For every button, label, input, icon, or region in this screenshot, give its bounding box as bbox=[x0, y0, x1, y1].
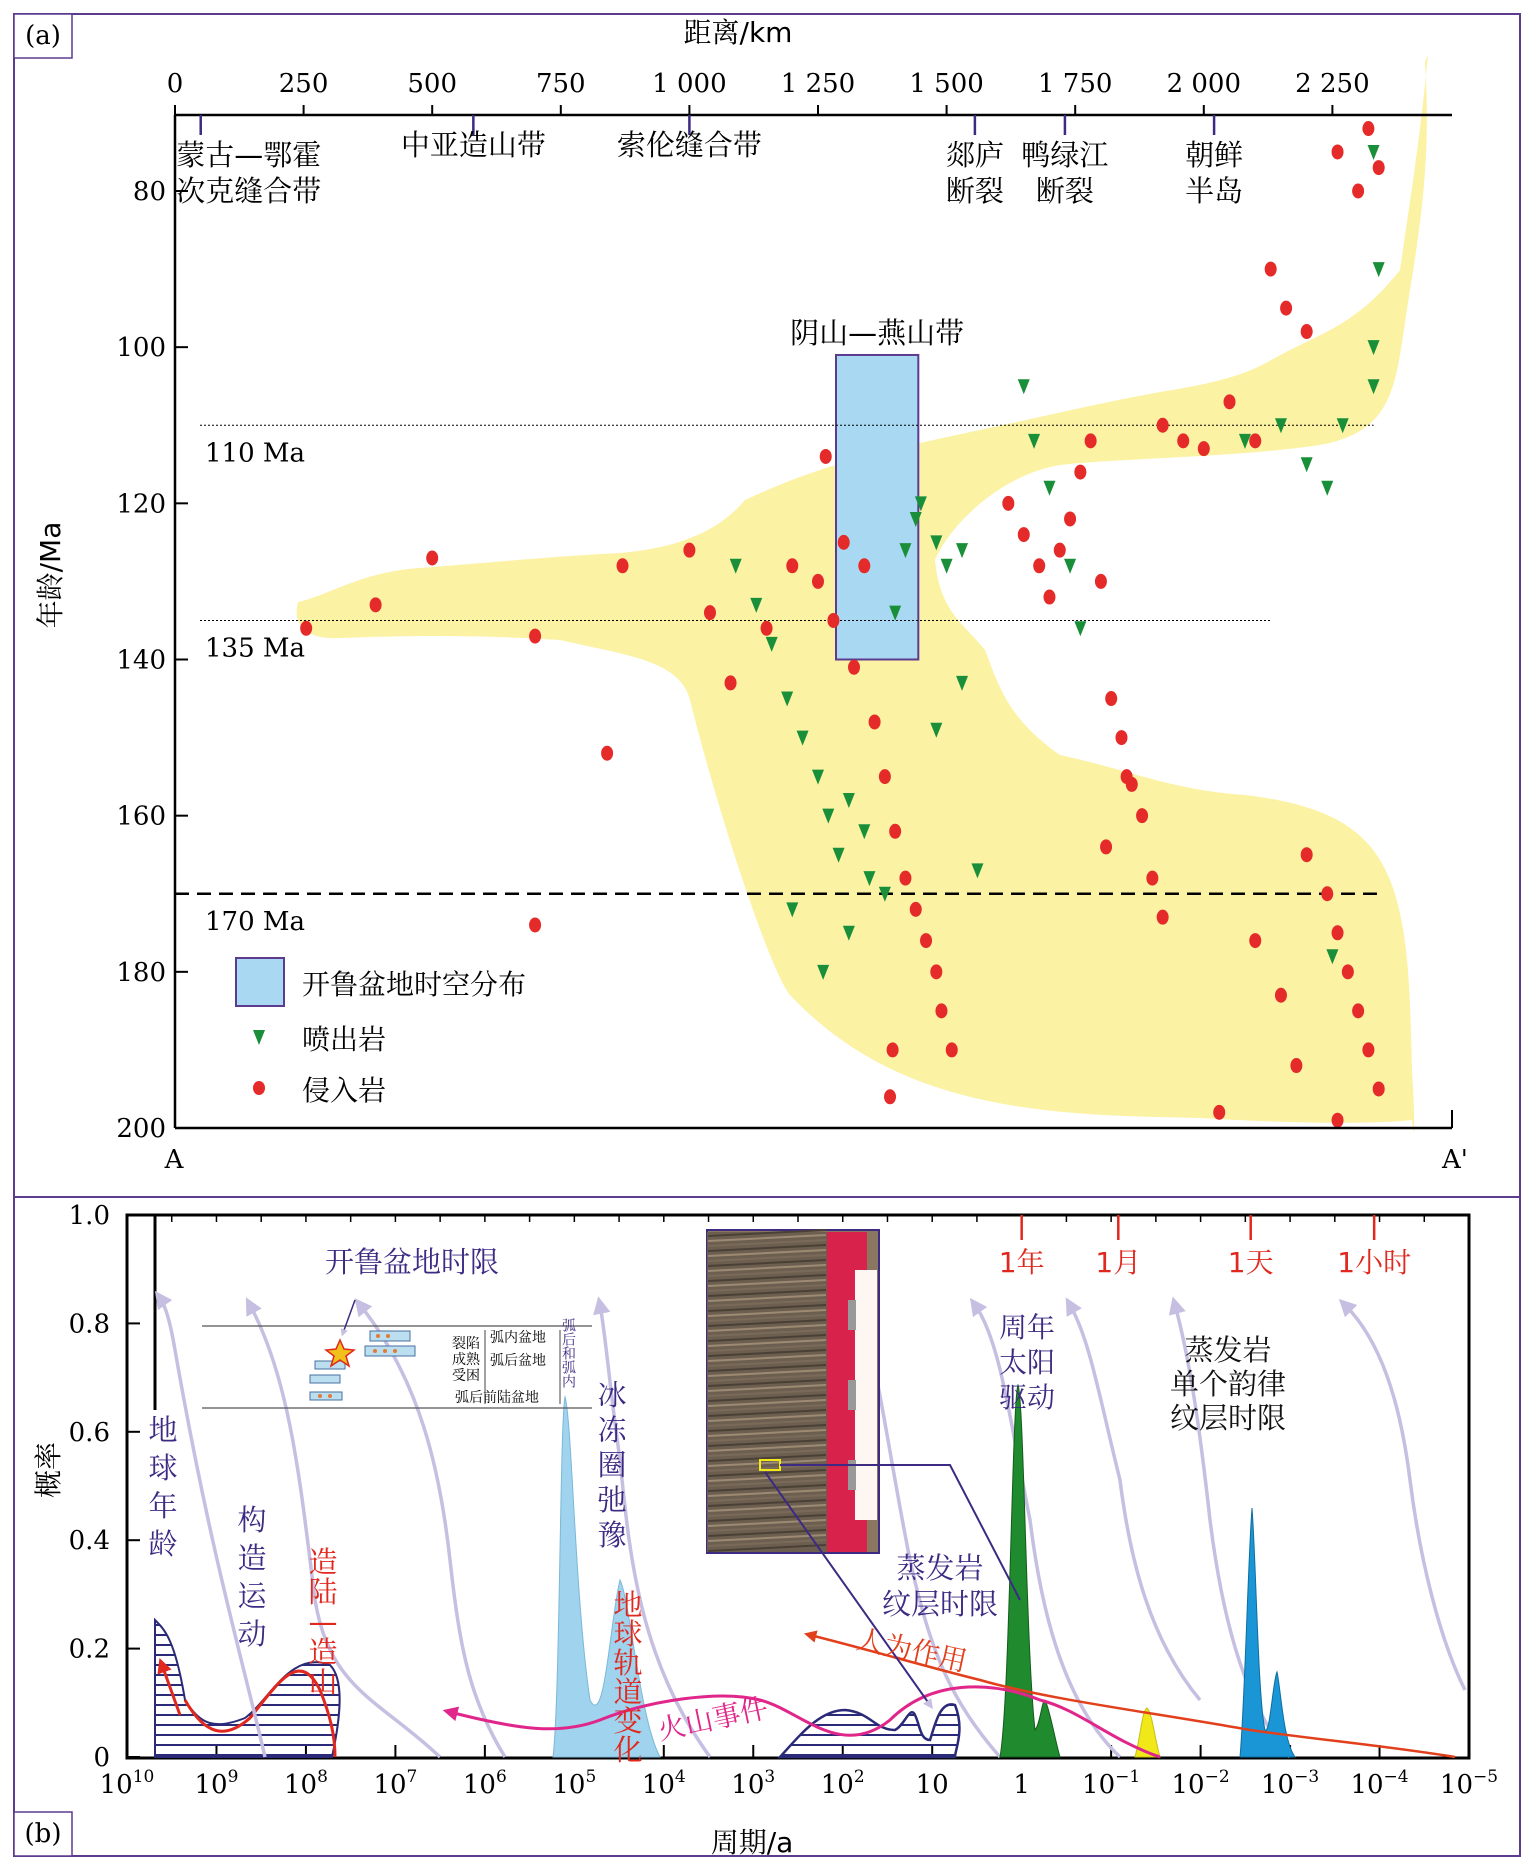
time-mark-label: 1年 bbox=[998, 1246, 1045, 1279]
b-y-tick-label: 0 bbox=[93, 1743, 110, 1773]
b-x-tick-label: $10^{10}$ bbox=[99, 1767, 155, 1800]
intrusive-point bbox=[827, 613, 839, 628]
intrusive-point bbox=[910, 902, 922, 917]
intrusive-point bbox=[529, 917, 541, 932]
basin-inset-trapped: 受困 bbox=[452, 1368, 480, 1384]
intrusive-point bbox=[1177, 433, 1189, 448]
tectonic-marker-label: 索伦缝合带 bbox=[616, 128, 762, 162]
intrusive-point bbox=[1074, 465, 1086, 480]
reference-line-label: 170 Ma bbox=[205, 906, 306, 937]
orbital-label: 轨 bbox=[613, 1646, 643, 1680]
basin-inset-back-arc: 弧后盆地 bbox=[490, 1353, 546, 1369]
intrusive-point bbox=[426, 550, 438, 565]
intrusive-point bbox=[1121, 769, 1133, 784]
intrusive-point bbox=[1064, 511, 1076, 526]
tectonic-label: 造 bbox=[237, 1541, 267, 1575]
intrusive-point bbox=[1373, 1081, 1385, 1096]
cryosphere-label: 冰 bbox=[597, 1378, 627, 1412]
tectonic-marker-label: 断裂 bbox=[945, 174, 1004, 208]
intrusive-point bbox=[370, 597, 382, 612]
reference-line-label: 110 Ma bbox=[205, 438, 306, 469]
intrusive-point bbox=[683, 543, 695, 558]
b-x-tick-label: $10^3$ bbox=[731, 1767, 776, 1800]
annual-solar-label: 周年 bbox=[998, 1311, 1056, 1344]
intrusive-point bbox=[1332, 144, 1344, 159]
b-y-tick-label: 0.2 bbox=[68, 1634, 110, 1665]
intrusive-point bbox=[899, 871, 911, 886]
intrusive-point bbox=[1033, 558, 1045, 573]
intrusive-point bbox=[884, 1089, 896, 1104]
tectonic-marker-label: 朝鲜 bbox=[1185, 138, 1244, 172]
b-x-tick-label: $10^7$ bbox=[373, 1767, 418, 1800]
intrusive-point bbox=[1213, 1105, 1225, 1120]
intrusive-point bbox=[848, 660, 860, 675]
intrusive-point bbox=[1301, 847, 1313, 862]
orogeny-label: 造 bbox=[308, 1635, 338, 1669]
orbital-label: 地 bbox=[613, 1588, 643, 1622]
cryosphere-label: 圈 bbox=[597, 1448, 627, 1482]
tectonic-marker-label: 鸭绿江 bbox=[1021, 138, 1109, 172]
orogeny-label: 陆 bbox=[308, 1575, 338, 1609]
intrusive-point bbox=[1018, 527, 1030, 542]
intrusive-point bbox=[930, 964, 942, 979]
annual-solar-label: 驱动 bbox=[998, 1381, 1056, 1414]
intrusive-point bbox=[812, 574, 824, 589]
orbital-label: 变 bbox=[613, 1704, 643, 1738]
evaporite-single-label: 纹层时限 bbox=[1169, 1401, 1287, 1435]
x-tick-label: 1 750 bbox=[1037, 69, 1113, 99]
intrusive-point bbox=[1332, 925, 1344, 940]
x-tick-label: 250 bbox=[278, 69, 329, 99]
intrusive-point bbox=[1301, 324, 1313, 339]
y-tick-label: 180 bbox=[116, 957, 166, 988]
b-y-tick-label: 0.8 bbox=[68, 1309, 110, 1340]
intrusive-point bbox=[1352, 184, 1364, 199]
panel-a-label: (a) bbox=[25, 21, 61, 51]
b-x-tick-label: $10^{-2}$ bbox=[1171, 1767, 1230, 1800]
intrusive-point bbox=[1002, 496, 1014, 511]
intrusive-point bbox=[1136, 808, 1148, 823]
yinshan-yanshan-label: 阴山—燕山带 bbox=[790, 315, 965, 350]
intrusive-point bbox=[1095, 574, 1107, 589]
b-x-tick-label: $10^{-5}$ bbox=[1439, 1767, 1499, 1800]
intrusive-point bbox=[889, 824, 901, 839]
x-tick-label: 1 500 bbox=[909, 69, 984, 99]
earth-age-label: 年 bbox=[148, 1489, 178, 1523]
basin-inset-rift: 裂陷 bbox=[452, 1336, 480, 1352]
reference-line-label: 135 Ma bbox=[205, 633, 306, 664]
intrusive-point bbox=[838, 535, 850, 550]
x-tick-label: 500 bbox=[407, 69, 458, 99]
x-tick-label: 0 bbox=[166, 69, 184, 99]
volcanic-label: 火山事件 bbox=[654, 1691, 772, 1747]
intrusive-point bbox=[887, 1042, 899, 1057]
legend-intrusive-label: 侵入岩 bbox=[302, 1074, 387, 1107]
intrusive-point bbox=[1249, 433, 1261, 448]
intrusive-point bbox=[1105, 691, 1117, 706]
legend-basin-swatch bbox=[236, 958, 284, 1006]
cryosphere-label: 弛 bbox=[597, 1483, 627, 1517]
intrusive-point bbox=[601, 746, 613, 761]
orbital-label: 道 bbox=[613, 1675, 643, 1709]
human-label: 人为作用 bbox=[853, 1622, 970, 1679]
x-tick-label: 1 250 bbox=[780, 69, 856, 99]
annual-solar-label: 太阳 bbox=[998, 1346, 1056, 1379]
intrusive-point bbox=[1157, 418, 1169, 433]
evaporite-lamina-label: 蒸发岩 bbox=[896, 1551, 984, 1585]
tectonic-marker-label: 半岛 bbox=[1185, 174, 1244, 208]
intrusive-point bbox=[725, 675, 737, 690]
earth-age-label: 龄 bbox=[148, 1527, 178, 1561]
basin-inset-foreland: 弧后前陆盆地 bbox=[455, 1390, 539, 1406]
intrusive-point bbox=[879, 769, 891, 784]
x-tick-label: 2 250 bbox=[1295, 69, 1370, 99]
b-x-tick-label: $10^6$ bbox=[462, 1767, 507, 1800]
evaporite-lamina-label: 纹层时限 bbox=[881, 1587, 999, 1621]
b-x-tick-label: 1 bbox=[1013, 1770, 1030, 1800]
intrusive-point bbox=[1321, 886, 1333, 901]
time-mark-label: 1小时 bbox=[1337, 1246, 1412, 1279]
b-y-tick-label: 1.0 bbox=[68, 1201, 110, 1231]
basin-inset-backarc-intra: 弧后和弧内 bbox=[560, 1318, 576, 1388]
intrusive-point bbox=[704, 605, 716, 620]
intrusive-point bbox=[946, 1042, 958, 1057]
y-tick-label: 160 bbox=[116, 801, 166, 832]
intrusive-point bbox=[1157, 910, 1169, 925]
intrusive-point bbox=[1373, 160, 1385, 175]
tectonic-marker-label: 蒙古—鄂霍 bbox=[176, 138, 322, 172]
kailu-limit-label: 开鲁盆地时限 bbox=[325, 1245, 500, 1279]
intrusive-point bbox=[1224, 394, 1236, 409]
tectonic-label: 动 bbox=[237, 1617, 267, 1651]
evaporite-single-label: 单个韵律 bbox=[1169, 1367, 1287, 1401]
y-tick-label: 140 bbox=[116, 645, 166, 676]
intrusive-point bbox=[1290, 1058, 1302, 1073]
intrusive-point bbox=[1342, 964, 1354, 979]
b-y-tick-label: 0.4 bbox=[68, 1526, 110, 1557]
intrusive-point bbox=[617, 558, 629, 573]
intrusive-point bbox=[935, 1003, 947, 1018]
earth-age-label: 球 bbox=[148, 1451, 178, 1485]
cryosphere-label: 豫 bbox=[597, 1518, 627, 1552]
orbital-label: 球 bbox=[613, 1617, 643, 1651]
intrusive-point bbox=[1275, 988, 1287, 1003]
y-axis-title: 年龄/Ma bbox=[34, 521, 67, 629]
intrusive-point bbox=[858, 558, 870, 573]
cryosphere-label: 冻 bbox=[597, 1413, 627, 1447]
time-mark-label: 1月 bbox=[1095, 1246, 1142, 1279]
intrusive-point bbox=[1198, 441, 1210, 456]
endpoint-a: A bbox=[164, 1145, 184, 1175]
x-axis-title: 距离/km bbox=[683, 16, 793, 49]
intrusive-point bbox=[1249, 933, 1261, 948]
intrusive-point bbox=[1115, 730, 1127, 745]
tectonic-marker-label: 次克缝合带 bbox=[176, 174, 322, 208]
orogeny-label: — bbox=[308, 1605, 338, 1639]
intrusive-point bbox=[920, 933, 932, 948]
intrusive-point bbox=[1332, 1113, 1344, 1128]
intrusive-point bbox=[869, 714, 881, 729]
y-tick-label: 80 bbox=[132, 177, 166, 207]
b-x-tick-label: $10^2$ bbox=[820, 1767, 865, 1800]
intrusive-point bbox=[1100, 839, 1112, 854]
b-x-axis-title: 周期/a bbox=[710, 1826, 794, 1859]
x-tick-label: 2 000 bbox=[1166, 69, 1242, 99]
intrusive-point bbox=[761, 621, 773, 636]
orogeny-label: 造 bbox=[308, 1545, 338, 1579]
tectonic-marker-label: 断裂 bbox=[1035, 174, 1094, 208]
b-x-tick-label: 10 bbox=[915, 1770, 949, 1800]
basin-inset-mature: 成熟 bbox=[452, 1352, 480, 1368]
intrusive-point bbox=[820, 449, 832, 464]
b-x-tick-label: $10^{-3}$ bbox=[1260, 1767, 1320, 1800]
intrusive-point bbox=[1054, 543, 1066, 558]
intrusive-point bbox=[1146, 871, 1158, 886]
intrusive-point bbox=[786, 558, 798, 573]
b-x-tick-label: $10^{-1}$ bbox=[1082, 1767, 1141, 1800]
intrusive-point bbox=[300, 621, 312, 636]
legend-basin-label: 开鲁盆地时空分布 bbox=[302, 968, 527, 1001]
intrusive-point bbox=[1280, 301, 1292, 316]
yinshan-yanshan-box bbox=[836, 355, 918, 660]
intrusive-point bbox=[1352, 1003, 1364, 1018]
intrusive-point bbox=[1043, 590, 1055, 605]
endpoint-a-prime: A' bbox=[1442, 1145, 1468, 1175]
x-tick-label: 1 000 bbox=[652, 69, 727, 99]
b-x-tick-label: $10^4$ bbox=[641, 1767, 686, 1800]
intrusive-point bbox=[1085, 433, 1097, 448]
intrusive-point bbox=[529, 629, 541, 644]
tectonic-label: 构 bbox=[237, 1503, 267, 1537]
evaporite-single-label: 蒸发岩 bbox=[1184, 1333, 1272, 1367]
tectonic-label: 运 bbox=[237, 1579, 267, 1613]
legend-intrusive-marker bbox=[253, 1081, 265, 1095]
intrusive-point bbox=[1362, 121, 1374, 136]
basin-inset-intra-arc: 弧内盆地 bbox=[490, 1330, 546, 1346]
intrusive-point bbox=[1265, 262, 1277, 277]
y-tick-label: 120 bbox=[116, 489, 166, 520]
b-y-tick-label: 0.6 bbox=[68, 1417, 110, 1448]
y-tick-label: 200 bbox=[116, 1114, 166, 1144]
y-tick-label: 100 bbox=[116, 333, 166, 364]
panel-b-label: (b) bbox=[24, 1819, 62, 1849]
b-x-tick-label: $10^5$ bbox=[552, 1767, 597, 1800]
b-x-tick-label: $10^{-4}$ bbox=[1350, 1767, 1409, 1800]
orogeny-label: 山 bbox=[308, 1665, 338, 1699]
legend-extrusive-label: 喷出岩 bbox=[302, 1023, 387, 1056]
orbital-label: 化 bbox=[613, 1733, 643, 1767]
x-tick-label: 750 bbox=[535, 69, 586, 99]
tectonic-marker-label: 郯庐 bbox=[945, 138, 1004, 172]
b-x-tick-label: $10^9$ bbox=[194, 1767, 239, 1800]
tectonic-marker-label: 中亚造山带 bbox=[400, 128, 546, 162]
b-y-axis-title: 概率 bbox=[32, 1441, 65, 1499]
earth-age-label: 地 bbox=[148, 1413, 178, 1447]
time-mark-label: 1天 bbox=[1227, 1246, 1274, 1279]
b-x-tick-label: $10^8$ bbox=[283, 1767, 328, 1800]
intrusive-point bbox=[1362, 1042, 1374, 1057]
